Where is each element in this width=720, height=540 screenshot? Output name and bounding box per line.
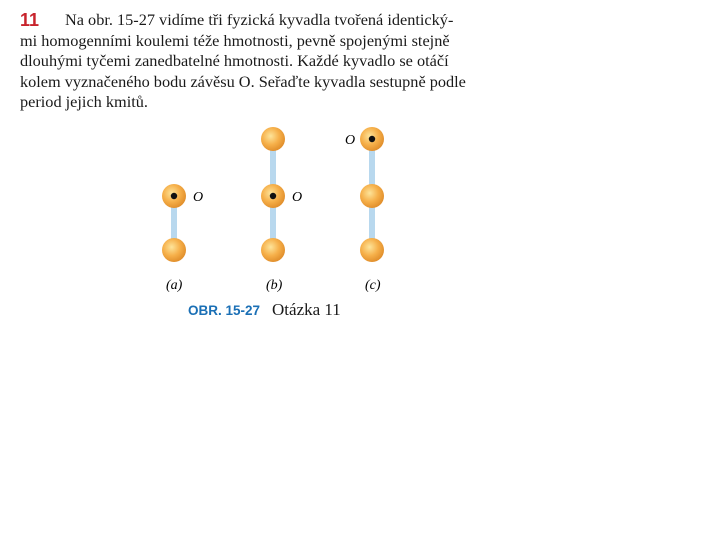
pivot-dot — [171, 193, 177, 199]
ball — [261, 127, 285, 151]
ball — [360, 184, 384, 208]
figure-title: Otázka 11 — [272, 300, 341, 319]
pendulum-a — [162, 184, 203, 293]
question-line: period jejich kmitů. — [20, 92, 148, 111]
figure-number: OBR. 15-27 — [188, 303, 261, 318]
question-line: mi homogenními koulemi téže hmotnosti, pevně spojenými stejně — [20, 30, 450, 50]
pendulum-label: (c) — [365, 278, 381, 293]
ball — [360, 238, 384, 262]
pendulum-label: (b) — [266, 278, 283, 293]
question-line: kolem vyznačeného bodu závěsu O. Seřaďte kyvadla sestupně podle — [20, 71, 466, 91]
ball — [261, 238, 285, 262]
pivot-dot — [369, 136, 375, 142]
pivot-label: O — [292, 190, 303, 205]
pivot-label: O — [193, 190, 204, 205]
pendulum-label: (a) — [166, 278, 183, 293]
question-number: 11 — [20, 10, 40, 30]
question-line: dlouhými tyčemi zanedbatelné hmotnosti. Každé kyvadlo se otáčí — [20, 51, 449, 70]
pendulum-b — [261, 127, 302, 293]
ball — [162, 238, 186, 262]
pivot-dot — [270, 193, 276, 199]
pendulum-c — [345, 127, 384, 293]
pivot-label: O — [345, 133, 356, 148]
figure-caption — [188, 300, 341, 320]
question-line: Na obr. 15-27 vidíme tři fyzická kyvadla tvořená identický- — [65, 10, 454, 29]
